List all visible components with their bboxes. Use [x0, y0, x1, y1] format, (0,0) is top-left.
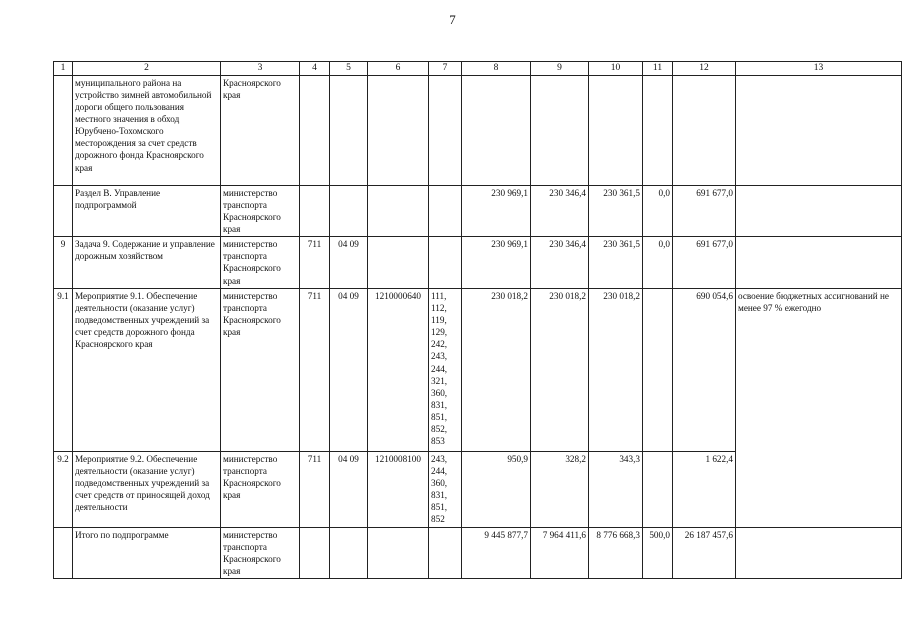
administrator: министерство транспорта Красноярского края — [221, 237, 300, 289]
event-name: Мероприятие 9.2. Обеспечение деятельности (оказание услуг) подведомственных учреждений за счет средств от приносящей доход деятельности — [73, 451, 221, 527]
rzpr-code: 04 09 — [330, 237, 368, 289]
administrator: министерство транспорта Красноярского края — [221, 288, 300, 451]
header-row — [54, 62, 902, 76]
row-number — [54, 527, 73, 579]
year2-amount: 230 346,4 — [531, 185, 589, 237]
rzpr-code: 04 09 — [330, 288, 368, 451]
year4-amount — [643, 288, 673, 451]
csr-code — [368, 185, 429, 237]
header-cell: 3 — [221, 62, 300, 76]
total-amount: 691 677,0 — [673, 185, 736, 237]
administrator: Красноярского края — [221, 75, 300, 185]
administrator: министерство транспорта Красноярского края — [221, 185, 300, 237]
rzpr-code: 04 09 — [330, 451, 368, 527]
row-number: 9 — [54, 237, 73, 289]
grbs-code — [300, 75, 330, 185]
administrator: министерство транспорта Красноярского края — [221, 527, 300, 579]
csr-code — [368, 237, 429, 289]
year3-amount: 230 361,5 — [589, 237, 643, 289]
expected-result — [736, 185, 902, 237]
expected-result — [736, 527, 902, 579]
header-cell: 4 — [300, 62, 330, 76]
event-name: Мероприятие 9.1. Обеспечение деятельности (оказание услуг) подведомственных учреждений за счет средств дорожного фонда Красноярского края — [73, 288, 221, 451]
year4-amount — [643, 451, 673, 527]
csr-code — [368, 527, 429, 579]
grbs-code — [300, 185, 330, 237]
rzpr-code — [330, 185, 368, 237]
row-number: 9.1 — [54, 288, 73, 451]
year1-amount: 9 445 877,7 — [462, 527, 531, 579]
year4-amount: 500,0 — [643, 527, 673, 579]
total-amount: 1 622,4 — [673, 451, 736, 527]
vr-codes — [429, 527, 462, 579]
header-cell: 2 — [73, 62, 221, 76]
year3-amount: 230 361,5 — [589, 185, 643, 237]
row-number — [54, 185, 73, 237]
header-cell: 11 — [643, 62, 673, 76]
total-amount — [673, 75, 736, 185]
header-cell: 5 — [330, 62, 368, 76]
year2-amount: 230 018,2 — [531, 288, 589, 451]
expected-result — [736, 75, 902, 185]
year3-amount: 230 018,2 — [589, 288, 643, 451]
event-name: Итого по подпрограмме — [73, 527, 221, 579]
header-cell: 9 — [531, 62, 589, 76]
table-row — [54, 75, 902, 185]
header-cell: 8 — [462, 62, 531, 76]
year4-amount: 0,0 — [643, 237, 673, 289]
rzpr-code — [330, 75, 368, 185]
header-cell: 1 — [54, 62, 73, 76]
year1-amount: 230 969,1 — [462, 237, 531, 289]
csr-code: 1210008100 — [368, 451, 429, 527]
year1-amount: 230 018,2 — [462, 288, 531, 451]
page-number: 7 — [449, 12, 456, 27]
expected-result: освоение бюджетных ассигнований не менее 97 % ежегодно — [736, 288, 902, 527]
vr-codes — [429, 185, 462, 237]
vr-codes: 243, 244, 360, 831, 851, 852 — [429, 451, 462, 527]
total-amount: 26 187 457,6 — [673, 527, 736, 579]
csr-code — [368, 75, 429, 185]
year3-amount: 343,3 — [589, 451, 643, 527]
year2-amount: 328,2 — [531, 451, 589, 527]
budget-table — [53, 61, 902, 579]
year1-amount — [462, 75, 531, 185]
expected-result — [736, 237, 902, 289]
vr-codes — [429, 237, 462, 289]
row-number — [54, 75, 73, 185]
row-number: 9.2 — [54, 451, 73, 527]
header-cell: 10 — [589, 62, 643, 76]
total-amount: 690 054,6 — [673, 288, 736, 451]
table-row — [54, 185, 902, 237]
year4-amount — [643, 75, 673, 185]
year1-amount: 230 969,1 — [462, 185, 531, 237]
year4-amount: 0,0 — [643, 185, 673, 237]
header-cell: 13 — [736, 62, 902, 76]
year2-amount: 230 346,4 — [531, 237, 589, 289]
grbs-code: 711 — [300, 451, 330, 527]
administrator: министерство транспорта Красноярского края — [221, 451, 300, 527]
rzpr-code — [330, 527, 368, 579]
year3-amount — [589, 75, 643, 185]
vr-codes: 111, 112, 119, 129, 242, 243, 244, 321, 360, 831, 851, 852, 853 — [429, 288, 462, 451]
year1-amount: 950,9 — [462, 451, 531, 527]
table-row — [54, 288, 902, 451]
header-cell: 12 — [673, 62, 736, 76]
year2-amount: 7 964 411,6 — [531, 527, 589, 579]
event-name: муниципального района на устройство зимней автомобильной дороги общего пользования местного значения в обход Юрубчено-Тохомского месторождения за счет средств дорожного фонда Красноярского края — [73, 75, 221, 185]
vr-codes — [429, 75, 462, 185]
year2-amount — [531, 75, 589, 185]
header-cell: 6 — [368, 62, 429, 76]
grbs-code: 711 — [300, 288, 330, 451]
grbs-code — [300, 527, 330, 579]
header-cell: 7 — [429, 62, 462, 76]
event-name: Раздел В. Управление подпрограммой — [73, 185, 221, 237]
year3-amount: 8 776 668,3 — [589, 527, 643, 579]
total-amount: 691 677,0 — [673, 237, 736, 289]
event-name: Задача 9. Содержание и управление дорожным хозяйством — [73, 237, 221, 289]
grbs-code: 711 — [300, 237, 330, 289]
table-row — [54, 527, 902, 579]
csr-code: 1210000640 — [368, 288, 429, 451]
table-row — [54, 237, 902, 289]
